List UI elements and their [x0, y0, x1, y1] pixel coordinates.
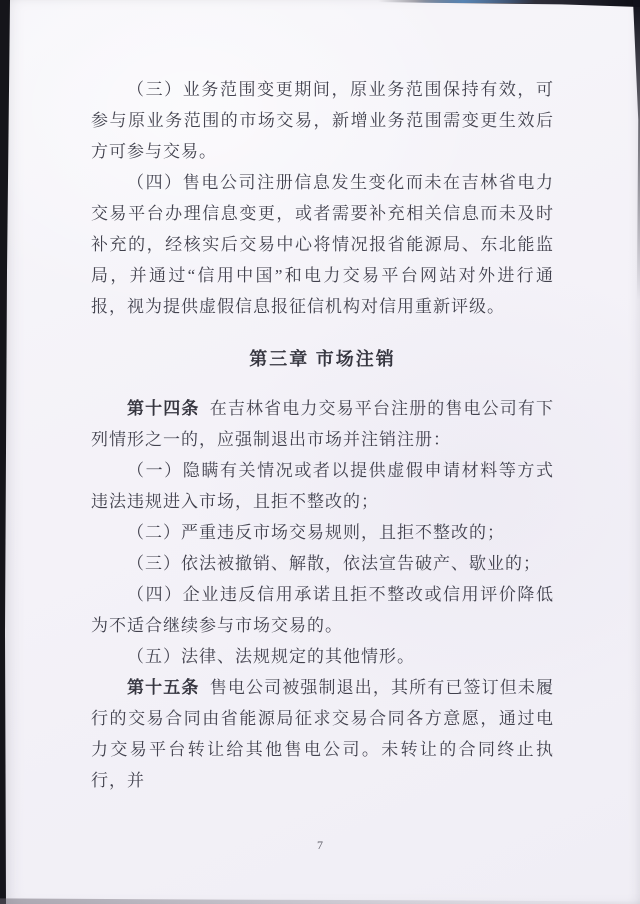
list-item-4: （四）企业违反信用承诺且拒不整改或信用评价降低为不适合继续参与市场交易的。 [91, 585, 554, 635]
clause-three-paragraph: （三）业务范围变更期间，原业务范围保持有效，可参与原业务范围的市场交易，新增业务范围需变更生效后方可参与交易。 [91, 80, 554, 161]
list-item-2: （二）严重违反市场交易规则，且拒不整改的； [127, 523, 505, 542]
scan-edge-bottom [0, 896, 640, 904]
page-number: 7 [317, 838, 323, 852]
article-15-paragraph [91, 672, 554, 796]
clause-four-paragraph: （四）售电公司注册信息发生变化而未在吉林省电力交易平台办理信息变更，或者需要补充相关信息而未及时补充的，经核实后交易中心将情况报省能源局、东北能监局，并通过“信用中国”和电力交易平台网站对外进行通报，视为提供虚假信息报征信机构对信用重新评级。 [91, 173, 554, 316]
article-14-paragraph [91, 393, 554, 455]
list-item-3: （三）依法被撤销、解散，依法宣告破产、歇业的； [127, 554, 541, 573]
chapter-heading: 第三章 市场注销 [249, 349, 396, 369]
article-15-number: 第十五条 [127, 678, 200, 697]
article-15-text: 售电公司被强制退出，其所有已签订但未履行的交易合同由省能源局征求交易合同各方意愿，通过电力交易平台转让给其他售电公司。未转让的合同终止执行，并 [91, 678, 555, 790]
article-14-text: 在吉林省电力交易平台注册的售电公司有下列情形之一的，应强制退出市场并注销注册： [91, 399, 555, 449]
list-item-1: （一）隐瞒有关情况或者以提供虚假申请材料等方式违法违规进入市场，且拒不整改的； [91, 461, 554, 511]
list-item-5: （五）法律、法规规定的其他情形。 [127, 647, 415, 666]
article-14-number: 第十四条 [127, 399, 200, 418]
